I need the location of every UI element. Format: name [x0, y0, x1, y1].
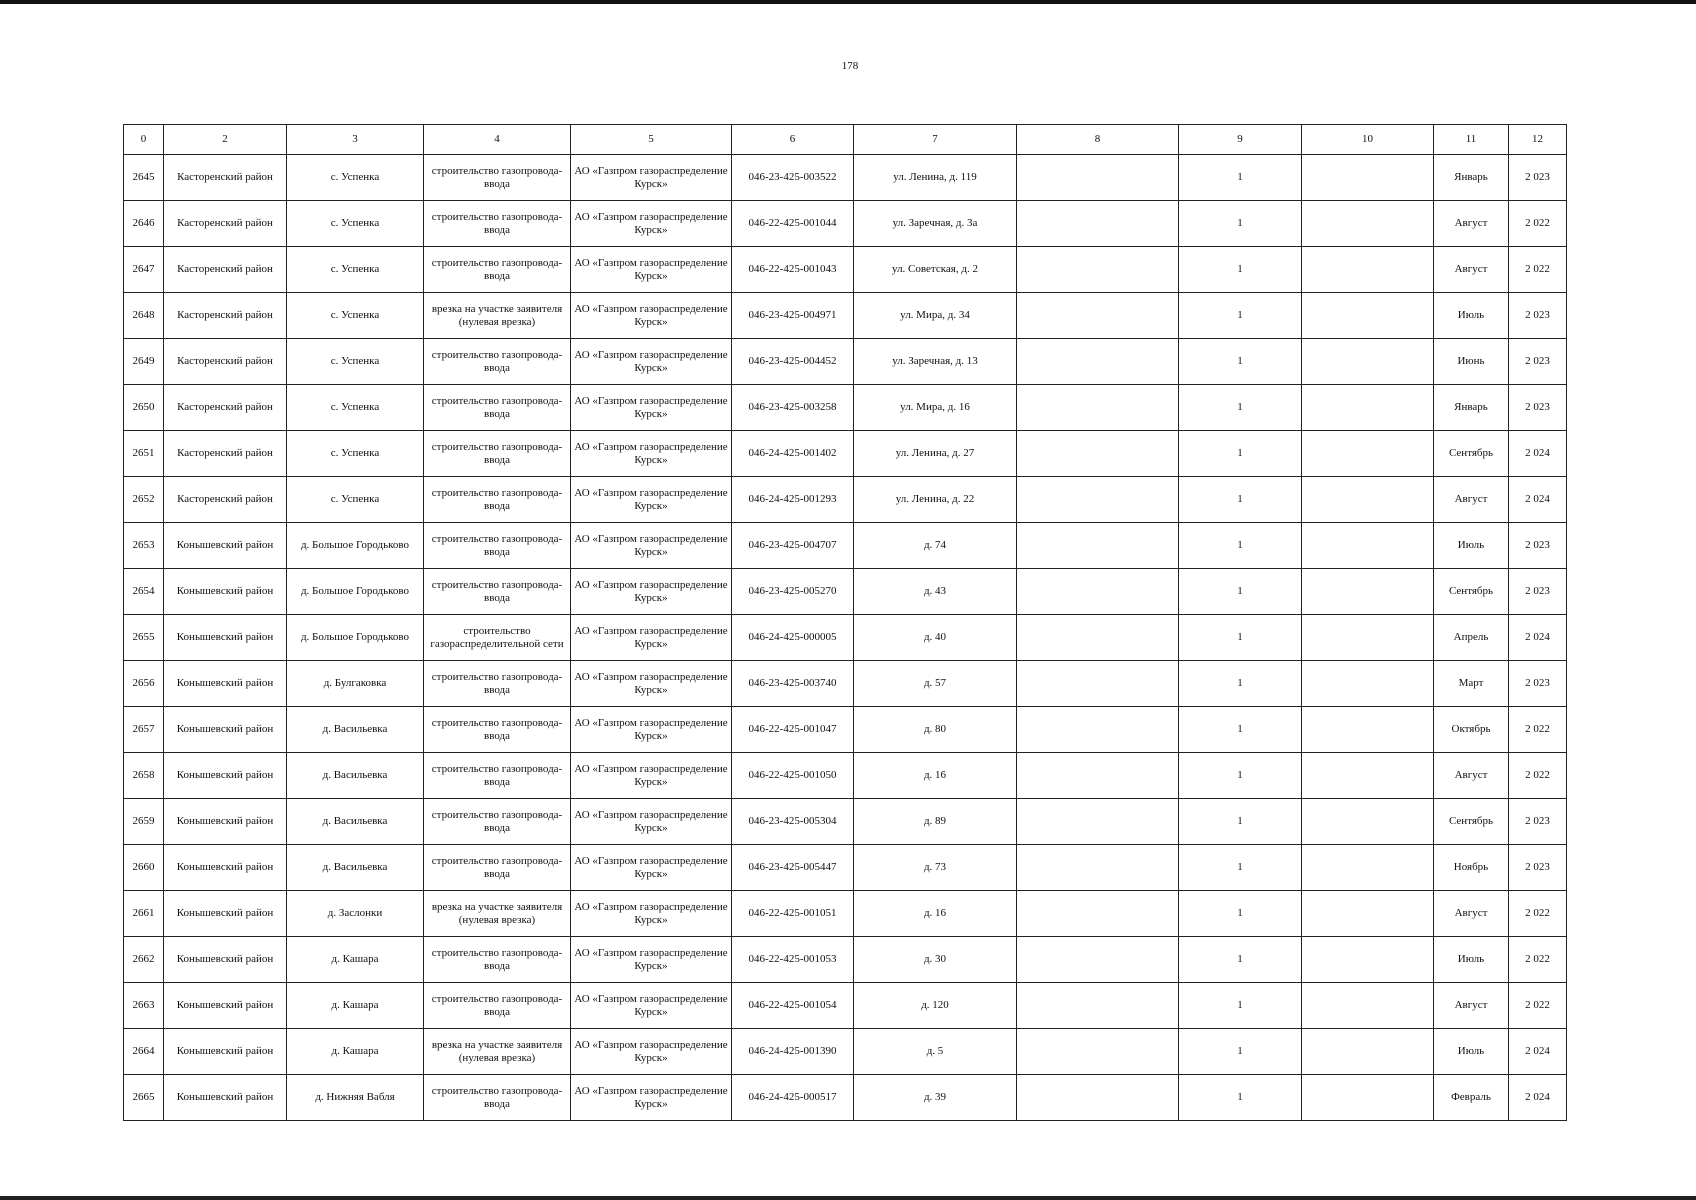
col10-cell — [1302, 753, 1434, 799]
organization-cell: АО «Газпром газораспределение Курск» — [571, 385, 732, 431]
district-cell: Касторенский район — [164, 477, 287, 523]
work-type-cell: строительство газопровода-ввода — [424, 569, 571, 615]
locality-cell: с. Успенка — [287, 201, 424, 247]
address-cell: д. 5 — [854, 1029, 1017, 1075]
month-cell: Январь — [1434, 385, 1509, 431]
column-header-10: 10 — [1302, 125, 1434, 155]
count-cell: 1 — [1179, 339, 1302, 385]
code-cell: 046-23-425-005447 — [732, 845, 854, 891]
organization-cell: АО «Газпром газораспределение Курск» — [571, 891, 732, 937]
col10-cell — [1302, 201, 1434, 247]
count-cell: 1 — [1179, 523, 1302, 569]
table-row — [124, 477, 1567, 523]
col10-cell — [1302, 293, 1434, 339]
col10-cell — [1302, 1029, 1434, 1075]
col10-cell — [1302, 799, 1434, 845]
col10-cell — [1302, 661, 1434, 707]
year-cell: 2 023 — [1509, 569, 1567, 615]
year-cell: 2 023 — [1509, 845, 1567, 891]
row-number: 2648 — [124, 293, 164, 339]
month-cell: Июль — [1434, 523, 1509, 569]
column-header-3: 3 — [287, 125, 424, 155]
month-cell: Август — [1434, 477, 1509, 523]
count-cell: 1 — [1179, 155, 1302, 201]
address-cell: ул. Ленина, д. 22 — [854, 477, 1017, 523]
work-type-cell: строительство газораспределительной сети — [424, 615, 571, 661]
work-type-cell: строительство газопровода-ввода — [424, 937, 571, 983]
organization-cell: АО «Газпром газораспределение Курск» — [571, 799, 732, 845]
organization-cell: АО «Газпром газораспределение Курск» — [571, 753, 732, 799]
col8-cell — [1017, 339, 1179, 385]
page-top-border — [0, 0, 1696, 4]
month-cell: Октябрь — [1434, 707, 1509, 753]
row-number: 2649 — [124, 339, 164, 385]
locality-cell: д. Большое Городьково — [287, 569, 424, 615]
col8-cell — [1017, 385, 1179, 431]
locality-cell: с. Успенка — [287, 477, 424, 523]
count-cell: 1 — [1179, 845, 1302, 891]
table-row — [124, 247, 1567, 293]
row-number: 2645 — [124, 155, 164, 201]
column-header-8: 8 — [1017, 125, 1179, 155]
district-cell: Конышевский район — [164, 707, 287, 753]
code-cell: 046-23-425-005270 — [732, 569, 854, 615]
table-row — [124, 1075, 1567, 1121]
district-cell: Конышевский район — [164, 661, 287, 707]
year-cell: 2 024 — [1509, 477, 1567, 523]
month-cell: Июль — [1434, 937, 1509, 983]
table-row — [124, 155, 1567, 201]
col8-cell — [1017, 799, 1179, 845]
col10-cell — [1302, 1075, 1434, 1121]
table-row — [124, 937, 1567, 983]
district-cell: Касторенский район — [164, 385, 287, 431]
address-cell: д. 74 — [854, 523, 1017, 569]
address-cell: д. 16 — [854, 891, 1017, 937]
table-row — [124, 983, 1567, 1029]
col8-cell — [1017, 569, 1179, 615]
count-cell: 1 — [1179, 477, 1302, 523]
year-cell: 2 024 — [1509, 615, 1567, 661]
code-cell: 046-22-425-001044 — [732, 201, 854, 247]
locality-cell: с. Успенка — [287, 155, 424, 201]
address-cell: д. 120 — [854, 983, 1017, 1029]
address-cell: ул. Советская, д. 2 — [854, 247, 1017, 293]
col8-cell — [1017, 753, 1179, 799]
work-type-cell: строительство газопровода-ввода — [424, 385, 571, 431]
work-type-cell: строительство газопровода-ввода — [424, 155, 571, 201]
address-cell: д. 39 — [854, 1075, 1017, 1121]
code-cell: 046-23-425-003740 — [732, 661, 854, 707]
table-row — [124, 201, 1567, 247]
district-cell: Касторенский район — [164, 247, 287, 293]
year-cell: 2 022 — [1509, 753, 1567, 799]
col8-cell — [1017, 431, 1179, 477]
locality-cell: д. Васильевка — [287, 845, 424, 891]
month-cell: Июль — [1434, 293, 1509, 339]
column-header-11: 11 — [1434, 125, 1509, 155]
district-cell: Конышевский район — [164, 799, 287, 845]
month-cell: Сентябрь — [1434, 569, 1509, 615]
count-cell: 1 — [1179, 1029, 1302, 1075]
locality-cell: д. Кашара — [287, 983, 424, 1029]
year-cell: 2 023 — [1509, 523, 1567, 569]
col10-cell — [1302, 385, 1434, 431]
organization-cell: АО «Газпром газораспределение Курск» — [571, 201, 732, 247]
count-cell: 1 — [1179, 247, 1302, 293]
work-type-cell: строительство газопровода-ввода — [424, 1075, 571, 1121]
organization-cell: АО «Газпром газораспределение Курск» — [571, 431, 732, 477]
table-row — [124, 293, 1567, 339]
header-row — [124, 125, 1567, 155]
col10-cell — [1302, 615, 1434, 661]
work-type-cell: строительство газопровода-ввода — [424, 845, 571, 891]
row-number: 2660 — [124, 845, 164, 891]
count-cell: 1 — [1179, 431, 1302, 477]
column-header-0: 0 — [124, 125, 164, 155]
col8-cell — [1017, 201, 1179, 247]
year-cell: 2 022 — [1509, 891, 1567, 937]
count-cell: 1 — [1179, 799, 1302, 845]
table-row — [124, 385, 1567, 431]
code-cell: 046-24-425-001402 — [732, 431, 854, 477]
table-row — [124, 845, 1567, 891]
work-type-cell: строительство газопровода-ввода — [424, 431, 571, 477]
col8-cell — [1017, 155, 1179, 201]
col10-cell — [1302, 983, 1434, 1029]
district-cell: Касторенский район — [164, 155, 287, 201]
address-cell: ул. Мира, д. 16 — [854, 385, 1017, 431]
year-cell: 2 024 — [1509, 1029, 1567, 1075]
district-cell: Конышевский район — [164, 569, 287, 615]
code-cell: 046-24-425-000005 — [732, 615, 854, 661]
col10-cell — [1302, 845, 1434, 891]
row-number: 2652 — [124, 477, 164, 523]
col8-cell — [1017, 983, 1179, 1029]
column-header-5: 5 — [571, 125, 732, 155]
address-cell: д. 40 — [854, 615, 1017, 661]
row-number: 2657 — [124, 707, 164, 753]
table-body — [124, 155, 1567, 1121]
work-type-cell: врезка на участке заявителя (нулевая врезка) — [424, 293, 571, 339]
code-cell: 046-23-425-003522 — [732, 155, 854, 201]
month-cell: Июль — [1434, 1029, 1509, 1075]
count-cell: 1 — [1179, 569, 1302, 615]
year-cell: 2 023 — [1509, 799, 1567, 845]
month-cell: Август — [1434, 983, 1509, 1029]
address-cell: д. 43 — [854, 569, 1017, 615]
locality-cell: д. Нижняя Вабля — [287, 1075, 424, 1121]
organization-cell: АО «Газпром газораспределение Курск» — [571, 569, 732, 615]
count-cell: 1 — [1179, 891, 1302, 937]
locality-cell: с. Успенка — [287, 293, 424, 339]
col8-cell — [1017, 523, 1179, 569]
year-cell: 2 023 — [1509, 661, 1567, 707]
address-cell: д. 89 — [854, 799, 1017, 845]
col8-cell — [1017, 1075, 1179, 1121]
code-cell: 046-22-425-001047 — [732, 707, 854, 753]
table-row — [124, 1029, 1567, 1075]
row-number: 2646 — [124, 201, 164, 247]
register-table — [123, 124, 1567, 1121]
work-type-cell: строительство газопровода-ввода — [424, 523, 571, 569]
row-number: 2650 — [124, 385, 164, 431]
count-cell: 1 — [1179, 615, 1302, 661]
work-type-cell: строительство газопровода-ввода — [424, 983, 571, 1029]
code-cell: 046-23-425-005304 — [732, 799, 854, 845]
col10-cell — [1302, 891, 1434, 937]
organization-cell: АО «Газпром газораспределение Курск» — [571, 293, 732, 339]
year-cell: 2 024 — [1509, 1075, 1567, 1121]
month-cell: Сентябрь — [1434, 799, 1509, 845]
code-cell: 046-23-425-004707 — [732, 523, 854, 569]
year-cell: 2 023 — [1509, 293, 1567, 339]
organization-cell: АО «Газпром газораспределение Курск» — [571, 1075, 732, 1121]
code-cell: 046-24-425-000517 — [732, 1075, 854, 1121]
col8-cell — [1017, 707, 1179, 753]
district-cell: Конышевский район — [164, 845, 287, 891]
district-cell: Конышевский район — [164, 983, 287, 1029]
address-cell: д. 57 — [854, 661, 1017, 707]
col10-cell — [1302, 477, 1434, 523]
column-header-12: 12 — [1509, 125, 1567, 155]
year-cell: 2 022 — [1509, 247, 1567, 293]
table-header — [124, 125, 1567, 155]
locality-cell: с. Успенка — [287, 247, 424, 293]
col10-cell — [1302, 339, 1434, 385]
work-type-cell: врезка на участке заявителя (нулевая врезка) — [424, 891, 571, 937]
col10-cell — [1302, 155, 1434, 201]
month-cell: Август — [1434, 247, 1509, 293]
organization-cell: АО «Газпром газораспределение Курск» — [571, 615, 732, 661]
row-number: 2655 — [124, 615, 164, 661]
year-cell: 2 022 — [1509, 983, 1567, 1029]
organization-cell: АО «Газпром газораспределение Курск» — [571, 661, 732, 707]
month-cell: Август — [1434, 891, 1509, 937]
month-cell: Февраль — [1434, 1075, 1509, 1121]
locality-cell: д. Васильевка — [287, 707, 424, 753]
col10-cell — [1302, 569, 1434, 615]
table-row — [124, 707, 1567, 753]
page-bottom-border — [0, 1196, 1696, 1200]
organization-cell: АО «Газпром газораспределение Курск» — [571, 937, 732, 983]
row-number: 2659 — [124, 799, 164, 845]
col8-cell — [1017, 247, 1179, 293]
address-cell: ул. Заречная, д. 3а — [854, 201, 1017, 247]
locality-cell: д. Булгаковка — [287, 661, 424, 707]
organization-cell: АО «Газпром газораспределение Курск» — [571, 983, 732, 1029]
page-number: 178 — [841, 60, 859, 72]
locality-cell: д. Заслонки — [287, 891, 424, 937]
address-cell: ул. Заречная, д. 13 — [854, 339, 1017, 385]
col8-cell — [1017, 845, 1179, 891]
organization-cell: АО «Газпром газораспределение Курск» — [571, 339, 732, 385]
col10-cell — [1302, 937, 1434, 983]
month-cell: Ноябрь — [1434, 845, 1509, 891]
col10-cell — [1302, 431, 1434, 477]
row-number: 2647 — [124, 247, 164, 293]
column-header-4: 4 — [424, 125, 571, 155]
locality-cell: д. Большое Городьково — [287, 523, 424, 569]
code-cell: 046-22-425-001043 — [732, 247, 854, 293]
month-cell: Август — [1434, 753, 1509, 799]
code-cell: 046-24-425-001390 — [732, 1029, 854, 1075]
row-number: 2651 — [124, 431, 164, 477]
count-cell: 1 — [1179, 1075, 1302, 1121]
organization-cell: АО «Газпром газораспределение Курск» — [571, 155, 732, 201]
code-cell: 046-22-425-001051 — [732, 891, 854, 937]
code-cell: 046-23-425-004452 — [732, 339, 854, 385]
work-type-cell: врезка на участке заявителя (нулевая врезка) — [424, 1029, 571, 1075]
address-cell: д. 16 — [854, 753, 1017, 799]
district-cell: Конышевский район — [164, 891, 287, 937]
address-cell: д. 30 — [854, 937, 1017, 983]
count-cell: 1 — [1179, 661, 1302, 707]
table-row — [124, 523, 1567, 569]
table-row — [124, 753, 1567, 799]
work-type-cell: строительство газопровода-ввода — [424, 661, 571, 707]
locality-cell: с. Успенка — [287, 339, 424, 385]
col10-cell — [1302, 247, 1434, 293]
month-cell: Июнь — [1434, 339, 1509, 385]
organization-cell: АО «Газпром газораспределение Курск» — [571, 247, 732, 293]
locality-cell: д. Большое Городьково — [287, 615, 424, 661]
organization-cell: АО «Газпром газораспределение Курск» — [571, 1029, 732, 1075]
month-cell: Март — [1434, 661, 1509, 707]
organization-cell: АО «Газпром газораспределение Курск» — [571, 477, 732, 523]
district-cell: Конышевский район — [164, 615, 287, 661]
year-cell: 2 023 — [1509, 385, 1567, 431]
year-cell: 2 022 — [1509, 937, 1567, 983]
code-cell: 046-22-425-001053 — [732, 937, 854, 983]
col8-cell — [1017, 661, 1179, 707]
count-cell: 1 — [1179, 385, 1302, 431]
code-cell: 046-22-425-001050 — [732, 753, 854, 799]
locality-cell: д. Кашара — [287, 937, 424, 983]
district-cell: Конышевский район — [164, 1075, 287, 1121]
code-cell: 046-22-425-001054 — [732, 983, 854, 1029]
table-row — [124, 431, 1567, 477]
work-type-cell: строительство газопровода-ввода — [424, 201, 571, 247]
year-cell: 2 023 — [1509, 339, 1567, 385]
address-cell: ул. Ленина, д. 27 — [854, 431, 1017, 477]
col8-cell — [1017, 293, 1179, 339]
month-cell: Сентябрь — [1434, 431, 1509, 477]
col8-cell — [1017, 891, 1179, 937]
work-type-cell: строительство газопровода-ввода — [424, 707, 571, 753]
row-number: 2653 — [124, 523, 164, 569]
district-cell: Конышевский район — [164, 523, 287, 569]
row-number: 2661 — [124, 891, 164, 937]
code-cell: 046-23-425-004971 — [732, 293, 854, 339]
organization-cell: АО «Газпром газораспределение Курск» — [571, 845, 732, 891]
year-cell: 2 024 — [1509, 431, 1567, 477]
row-number: 2664 — [124, 1029, 164, 1075]
table-row — [124, 339, 1567, 385]
row-number: 2665 — [124, 1075, 164, 1121]
column-header-2: 2 — [164, 125, 287, 155]
count-cell: 1 — [1179, 707, 1302, 753]
district-cell: Касторенский район — [164, 201, 287, 247]
organization-cell: АО «Газпром газораспределение Курск» — [571, 707, 732, 753]
address-cell: ул. Мира, д. 34 — [854, 293, 1017, 339]
column-header-6: 6 — [732, 125, 854, 155]
month-cell: Январь — [1434, 155, 1509, 201]
col8-cell — [1017, 477, 1179, 523]
table-row — [124, 569, 1567, 615]
code-cell: 046-23-425-003258 — [732, 385, 854, 431]
work-type-cell: строительство газопровода-ввода — [424, 799, 571, 845]
locality-cell: д. Васильевка — [287, 799, 424, 845]
locality-cell: д. Кашара — [287, 1029, 424, 1075]
work-type-cell: строительство газопровода-ввода — [424, 247, 571, 293]
address-cell: д. 80 — [854, 707, 1017, 753]
row-number: 2654 — [124, 569, 164, 615]
count-cell: 1 — [1179, 201, 1302, 247]
col8-cell — [1017, 615, 1179, 661]
col10-cell — [1302, 707, 1434, 753]
col8-cell — [1017, 937, 1179, 983]
table-row — [124, 799, 1567, 845]
table-row — [124, 615, 1567, 661]
work-type-cell: строительство газопровода-ввода — [424, 753, 571, 799]
work-type-cell: строительство газопровода-ввода — [424, 339, 571, 385]
row-number: 2662 — [124, 937, 164, 983]
locality-cell: с. Успенка — [287, 431, 424, 477]
locality-cell: с. Успенка — [287, 385, 424, 431]
year-cell: 2 023 — [1509, 155, 1567, 201]
column-header-7: 7 — [854, 125, 1017, 155]
count-cell: 1 — [1179, 293, 1302, 339]
count-cell: 1 — [1179, 753, 1302, 799]
district-cell: Касторенский район — [164, 293, 287, 339]
count-cell: 1 — [1179, 937, 1302, 983]
code-cell: 046-24-425-001293 — [732, 477, 854, 523]
row-number: 2656 — [124, 661, 164, 707]
year-cell: 2 022 — [1509, 201, 1567, 247]
year-cell: 2 022 — [1509, 707, 1567, 753]
district-cell: Касторенский район — [164, 431, 287, 477]
address-cell: д. 73 — [854, 845, 1017, 891]
district-cell: Конышевский район — [164, 937, 287, 983]
district-cell: Касторенский район — [164, 339, 287, 385]
district-cell: Конышевский район — [164, 753, 287, 799]
count-cell: 1 — [1179, 983, 1302, 1029]
col10-cell — [1302, 523, 1434, 569]
organization-cell: АО «Газпром газораспределение Курск» — [571, 523, 732, 569]
table-row — [124, 891, 1567, 937]
column-header-9: 9 — [1179, 125, 1302, 155]
district-cell: Конышевский район — [164, 1029, 287, 1075]
work-type-cell: строительство газопровода-ввода — [424, 477, 571, 523]
locality-cell: д. Васильевка — [287, 753, 424, 799]
address-cell: ул. Ленина, д. 119 — [854, 155, 1017, 201]
row-number: 2658 — [124, 753, 164, 799]
col8-cell — [1017, 1029, 1179, 1075]
row-number: 2663 — [124, 983, 164, 1029]
month-cell: Август — [1434, 201, 1509, 247]
month-cell: Апрель — [1434, 615, 1509, 661]
table-row — [124, 661, 1567, 707]
